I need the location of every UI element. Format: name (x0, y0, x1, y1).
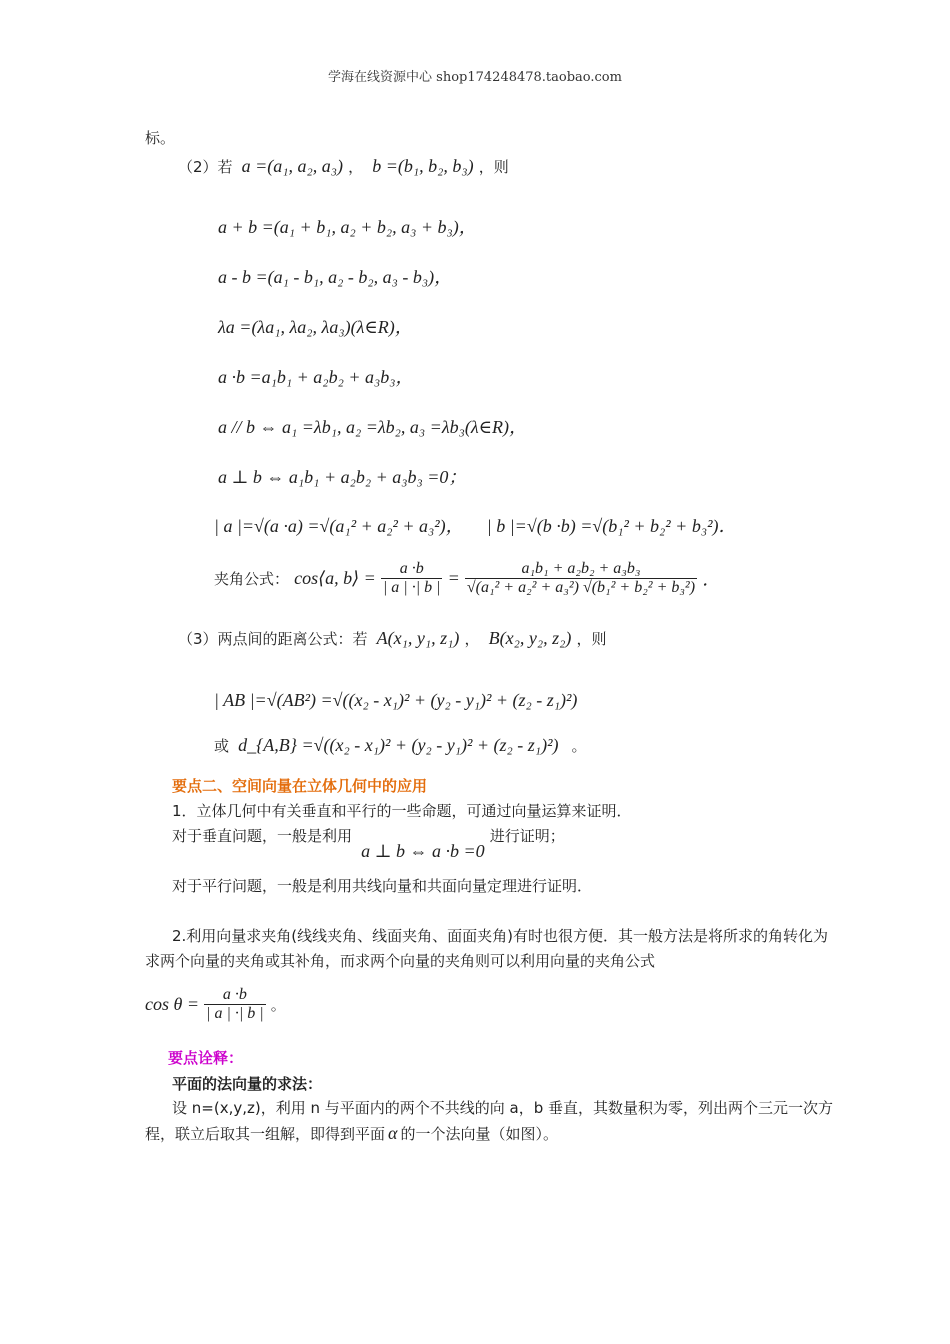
continued-text: 标。 (145, 129, 176, 147)
vector-b-def: b =(b₁, b₂, b₃) (372, 156, 474, 176)
cos-end: 。 (270, 996, 286, 1014)
cos-theta-formula (145, 986, 286, 1023)
perp-paragraph (172, 825, 565, 861)
page-header: 学海在线资源中心 shop174248478.taobao.com (328, 70, 622, 85)
norm-line (214, 512, 736, 538)
formula-norm-a: | a |=√(a ·a) =√(a₁² + a₂² + a₃²)， (214, 516, 464, 536)
point-B: B(x₂, y₂, z₂) (488, 628, 572, 648)
formula-perpendicular: a ⊥ b ⇔ a₁b₁ + a₂b₂ + a₃b₃ =0； (218, 467, 467, 487)
line-2-prefix: （2）若 (178, 158, 233, 176)
formula-dot: a ·b =a₁b₁ + a₂b₂ + a₃b₃， (218, 367, 414, 387)
angle-formula-line (214, 560, 720, 597)
paragraph-1: 1．立体几何中有关垂直和平行的一些命题，可通过向量运算来证明． (172, 802, 632, 820)
distance-alt-end: 。 (571, 737, 587, 755)
cos-numerator: a ·b (204, 986, 266, 1005)
normal-text-1: 设 n=(x,y,z)，利用 n 与平面内的两个不共线的向 a，b 垂直，其数量积为零，列出两个三元一次方程，联立后取其一组解，即得到平面 (145, 1099, 834, 1143)
angle-label: 夹角公式： (214, 570, 290, 588)
paragraph-2 (145, 924, 835, 974)
line-3-sep: ， (464, 630, 480, 648)
normal-vector-title: 平面的法向量的求法： (172, 1075, 323, 1093)
formula-sub: a - b =(a₁ - b₁, a₂ - b₂, a₃ - b₃)， (218, 267, 453, 287)
line-2-then: ，则 (478, 158, 509, 176)
alpha-symbol: α (388, 1123, 398, 1143)
section-2-title: 要点二、空间向量在立体几何中的应用 (172, 777, 428, 795)
notes-title: 要点诠释： (168, 1049, 244, 1067)
angle-frac1-numerator: a ·b (381, 560, 443, 579)
paragraph-2-text: 2.利用向量求夹角(线线夹角、线面夹角、面面夹角)有时也很方便．其一般方法是将所求的角转化为求两个向量的夹角或其补角，而求两个向量的夹角则可以利用向量的夹角公式 (145, 927, 829, 970)
distance-alt-prefix: 或 (214, 737, 230, 755)
line-3-prefix: （3）两点间的距离公式：若 (178, 630, 368, 648)
line-2 (178, 156, 509, 177)
normal-text-2: 的一个法向量（如图）。 (400, 1125, 558, 1143)
distance-alt-line (214, 735, 587, 756)
formula-scale: λa =(λa₁, λa₂, λa₃)(λ∈R)， (218, 317, 413, 337)
formula-distance-alt: d_{A,B} =√((x₂ - x₁)² + (y₂ - y₁)² + (z₂ - z₁)²) (238, 735, 559, 755)
angle-frac1-denominator: | a | ·| b | (382, 579, 441, 596)
angle-lhs: cos⟨a, b⟩ = (294, 568, 376, 588)
line-3-then: ，则 (576, 630, 607, 648)
cos-lhs: cos θ = (145, 994, 199, 1014)
point-A: A(x₁, y₁, z₁) (376, 628, 460, 648)
perp-suffix: 进行证明； (489, 827, 565, 845)
line-2-sep: ， (348, 158, 364, 176)
angle-frac2-denominator: √(a₁² + a₂² + a₃²) √(b₁² + b₂² + b₃²) (466, 579, 696, 596)
angle-frac2-numerator: a₁b₁ + a₂b₂ + a₃b₃ (465, 560, 697, 579)
equals-sign: = (447, 568, 460, 588)
formula-norm-b: | b |=√(b ·b) =√(b₁² + b₂² + b₃²)． (486, 516, 737, 536)
perp-prefix: 对于垂直问题，一般是利用 (172, 827, 353, 845)
angle-end: ． (702, 569, 721, 590)
angle-fraction-2 (465, 560, 697, 597)
parallel-paragraph: 对于平行问题，一般是利用共线向量和共面向量定理进行证明． (172, 877, 593, 895)
formula-parallel: a // b ⇔ a₁ =λb₁, a₂ =λb₂, a₃ =λb₃(λ∈R)， (218, 417, 527, 437)
line-3 (178, 628, 606, 649)
perp-formula: a ⊥ b ⇔ a ·b =0 (361, 841, 485, 861)
vector-a-def: a =(a₁, a₂, a₃) (241, 156, 344, 176)
formula-distance: | AB |=√(AB²) =√((x₂ - x₁)² + (y₂ - y₁)² + (z₂ - z₁)²) (214, 690, 578, 710)
cos-denominator: | a | ·| b | (206, 1005, 264, 1022)
normal-vector-paragraph (145, 1096, 837, 1147)
angle-fraction-1 (381, 560, 443, 597)
formula-add: a + b =(a₁ + b₁, a₂ + b₂, a₃ + b₃)， (218, 217, 477, 237)
cos-fraction (204, 986, 266, 1023)
